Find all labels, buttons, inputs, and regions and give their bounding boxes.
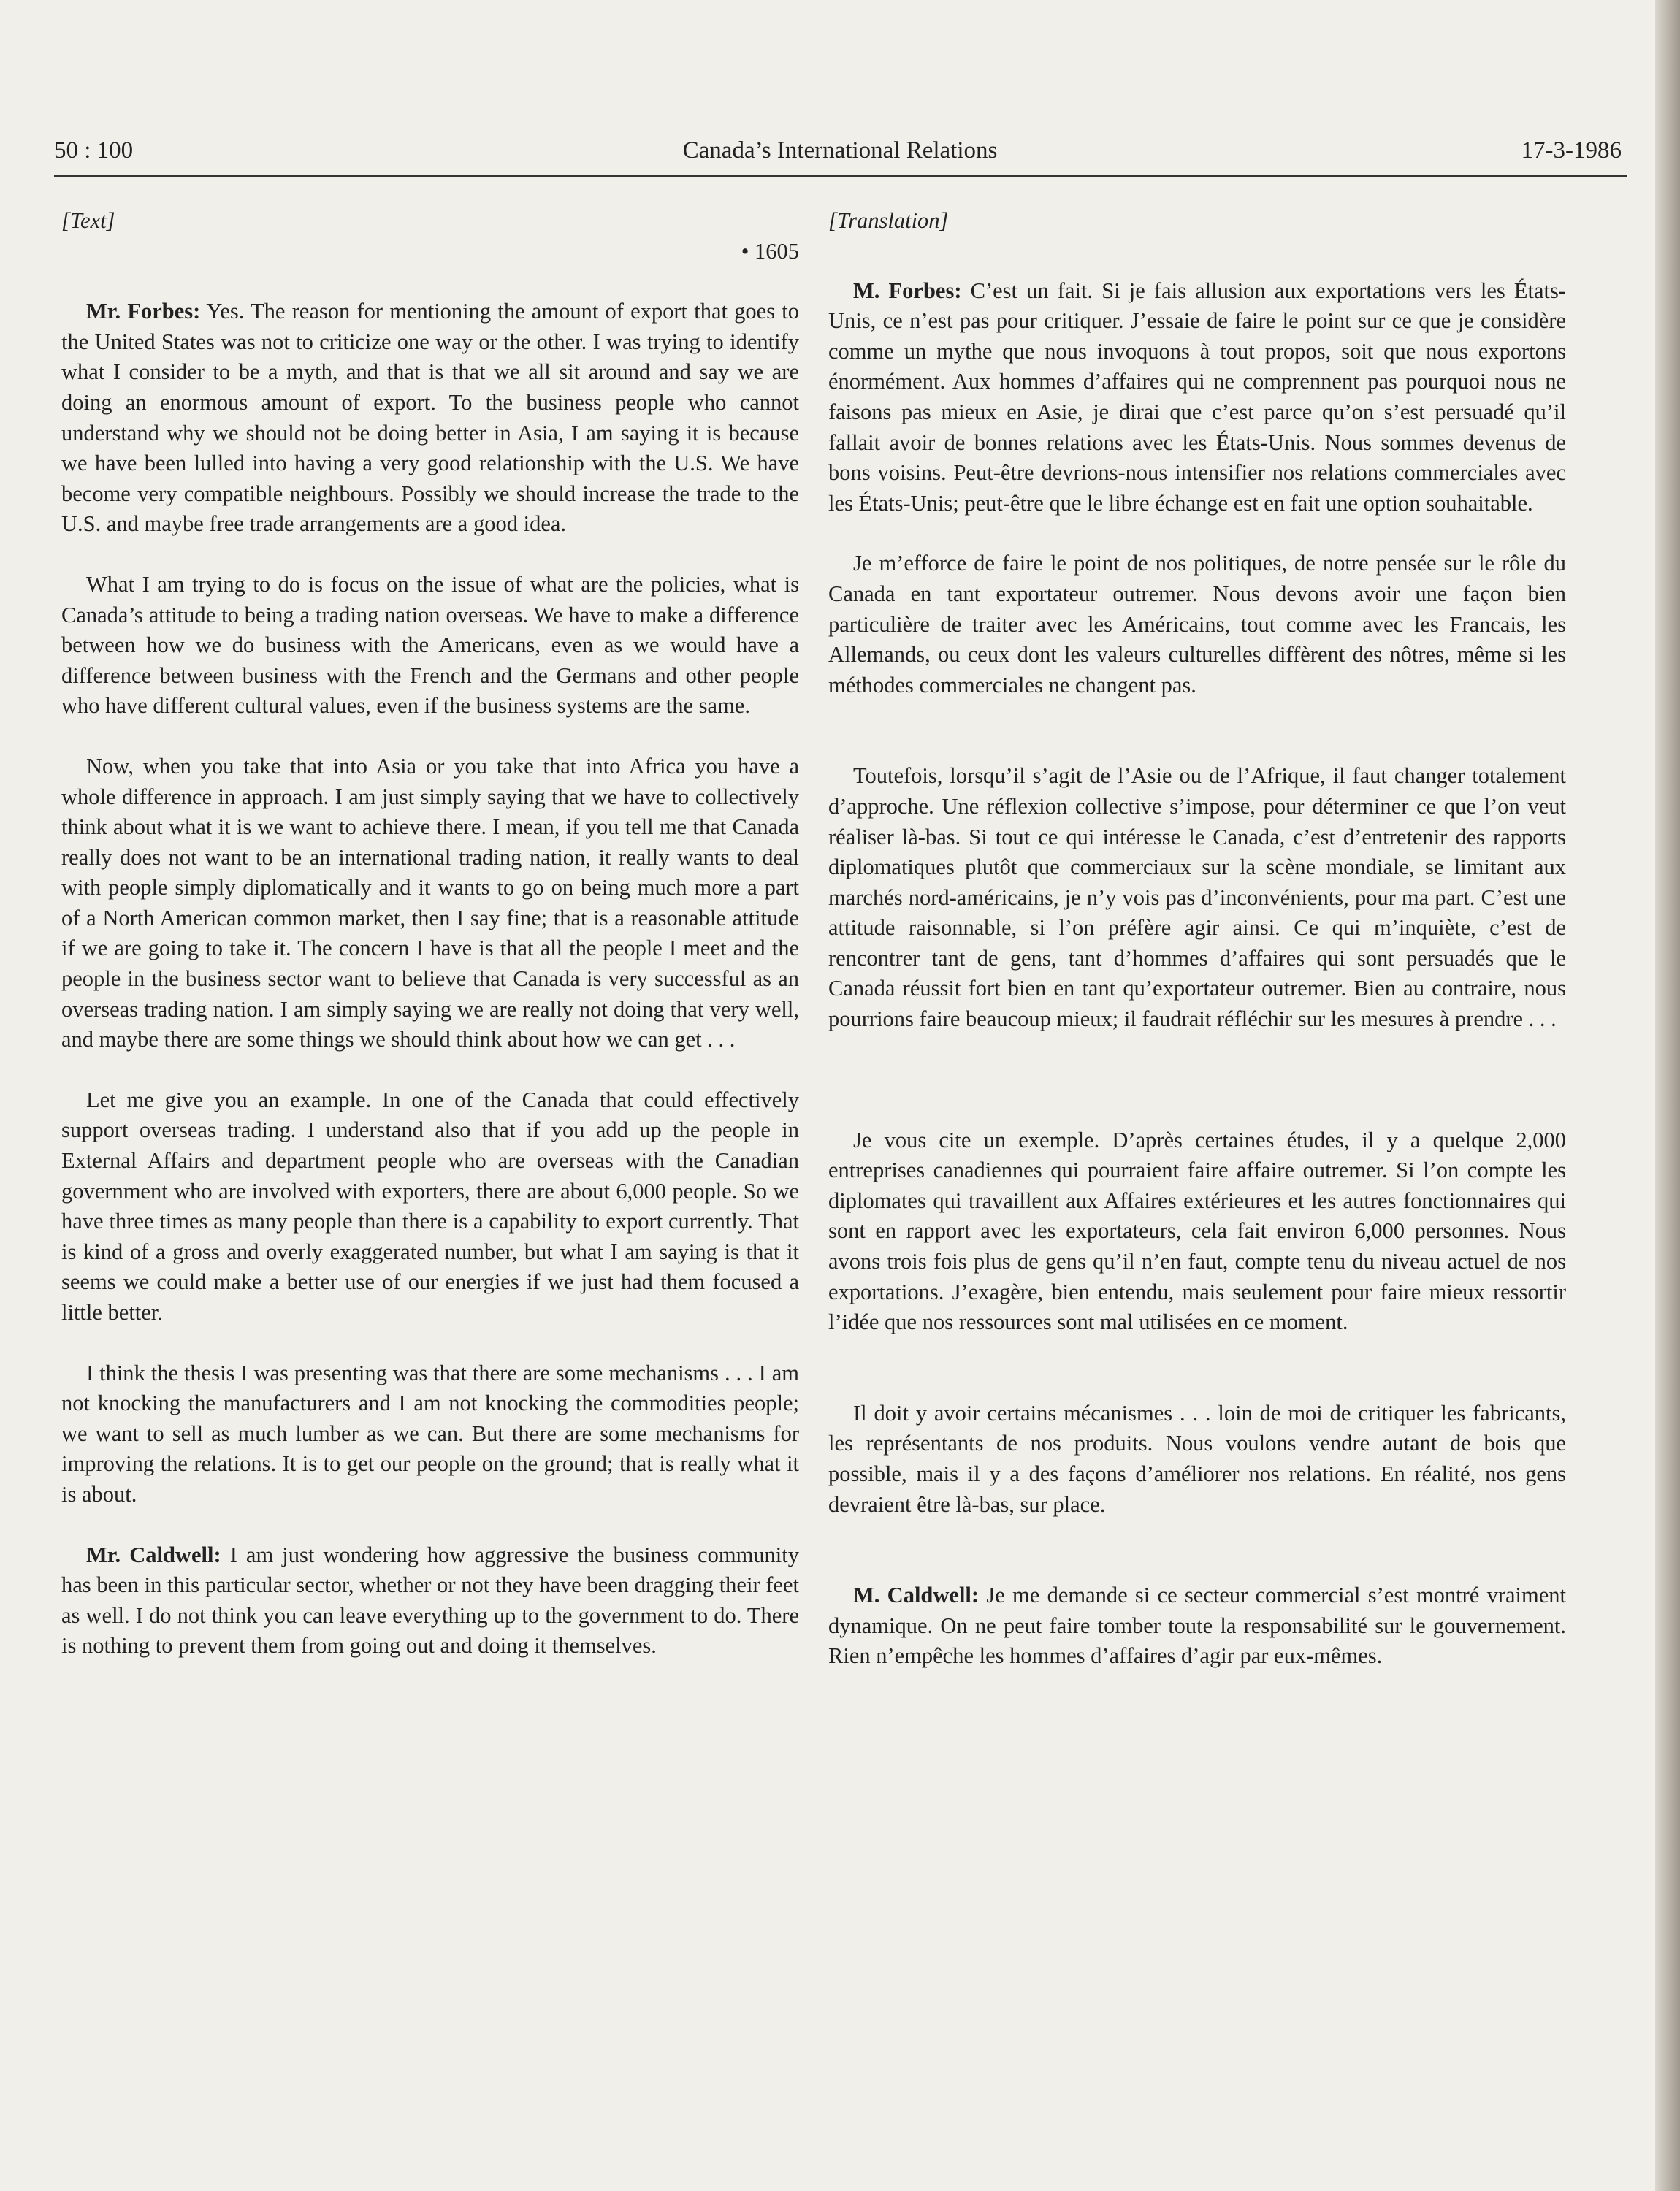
- paragraph: [61, 297, 799, 540]
- paragraph-text: I am just wondering how aggressive the business community has been in this particular sector, whether or not they have been dragging their feet as well. I do not think you can leave everything up to the government to do. There is nothing to prevent them from going out and doing it themselves.: [61, 1542, 800, 1659]
- paragraph: Il doit y avoir certains mécanismes . . . loin de moi de critiquer les fabricants, les représentants de nos produits. Nous voulons vendre autant de bois que possible, mais il y a des façons d’améliorer nos relations. En réalité, nos gens devraient être là-bas, sur place.: [828, 1400, 1566, 1517]
- paragraph: Let me give you an example. In one of the Canada that could effectively support overseas trading. I understand also that if you add up the people in External Affairs and department people who are overseas with the Canadian government who are involved with exporters, there are about 6,000 people. So we have three times as many people than there is a capability to export currently. That is kind of a gross and overly exaggerated number, but what I am saying is that it seems we could make a better use of our energies if we just had them focused a little better.: [61, 1087, 799, 1325]
- header-rule: [54, 175, 1627, 177]
- page-date: 17-3-1986: [1521, 137, 1622, 164]
- text-tag: [Text]: [61, 208, 115, 233]
- paragraph: What I am trying to do is focus on the issue of what are the policies, what is Canada’s attitude to being a trading nation overseas. We have to make a difference between how we do business with the Americans, even as we would have a difference between business with the French and the Germans and other people who have different cultural values, even if the business systems are the same.: [61, 571, 799, 719]
- paragraph: Now, when you take that into Asia or you take that into Africa you have a whole difference in approach. I am just simply saying that we have to collectively think about what it is we want to achieve there. I mean, if you tell me that Canada really does not want to be an international trading nation, it really wants to deal with people simply diplomatically and it wants to go on being much more a part of a North American common market, then I say fine; that is a reasonable attitude if we are going to take it. The concern I have is that all the people I meet and the people in the business sector want to believe that Canada is very successful as an overseas trading nation. I am simply saying we are really not doing that very well, and maybe there are some things we should think about how we can get . . .: [61, 753, 799, 1052]
- speaker-label: Mr. Caldwell:: [86, 1542, 221, 1567]
- translation-tag: [Translation]: [828, 208, 949, 233]
- paragraph: Toutefois, lorsqu’il s’agit de l’Asie ou de l’Afrique, il faut changer totalement d’approche. Une réflexion collective s’impose, pour déterminer ce que l’on veut réaliser là-bas. Si tout ce qui intéresse le Canada, c’est d’entretenir des rapports diplomatiques plutôt que commerciaux sur la scène mondiale, se limitant aux marchés nord-américains, je n’y vois pas d’inconvénients, pour ma part. C’est une attitude raisonnable, si l’on préfère agir ainsi. Ce qui m’inquiète, c’est de rencontrer tant de gens, tant d’hommes d’affaires qui sont persuadés que le Canada réussit fort bien en tant qu’exportateur outremer. Bien au contraire, nous pourrions faire beaucoup mieux; il faudrait réfléchir sur les mesures à prendre . . .: [828, 763, 1566, 1032]
- speaker-label: M. Forbes:: [853, 278, 962, 303]
- paragraph: [61, 1540, 799, 1662]
- paragraph-text: C’est un fait. Si je fais allusion aux exportations vers les États-Unis, ce n’est pas pour critiquer. J’essaie de faire le point sur ce que je considère comme un mythe que nous invoquons à tout propos, soit que nous exportons énormément. Aux hommes d’affaires qui ne comprennent pas pourquoi nous ne faisons pas mieux en Asie, je dirai que c’est parce qu’on s’est persuadé qu’il fallait avoir de bonnes relations avec les États-Unis. Nous sommes devenus de bons voisins. Peut-être devrions-nous intensifier nos relations commerciales avec les États-Unis; peut-être que le libre échange est en fait une option souhaitable.: [828, 278, 1567, 516]
- paragraph-text: Je me demande si ce secteur commercial s’est montré vraiment dynamique. On ne peut faire tomber toute la responsabilité sur le gouvernement. Rien n’empêche les hommes d’affaires d’agir par eux-mêmes.: [828, 1583, 1567, 1669]
- paragraph: [828, 276, 1566, 519]
- page-edge: [1655, 0, 1680, 2191]
- page-number: 50 : 100: [54, 137, 134, 164]
- paragraph: I think the thesis I was presenting was that there are some mechanisms . . . I am not knocking the manufacturers and I am not knocking the commodities people; we want to sell as much lumber as we can. But there are some mechanisms for improving the relations. It is to get our people on the ground; that is really what it is about.: [61, 1360, 799, 1507]
- paragraph: Je vous cite un exemple. D’après certaines études, il y a quelque 2,000 entreprises canadiennes qui pourraient faire affaire outremer. Si l’on compte les diplomates qui travaillent aux Affaires extérieures et les autres fonctionnaires qui sont en rapport avec les exportateurs, cela fait environ 6,000 personnes. Nous avons trois fois plus de gens qu’il n’en faut, compte tenu du niveau actuel de nos exportations. J’exagère, bien entendu, mais seulement pour faire mieux ressortir l’idée que nos ressources sont mal utilisées en ce moment.: [828, 1127, 1566, 1335]
- timestamp: • 1605: [741, 238, 799, 264]
- speaker-label: M. Caldwell:: [853, 1583, 980, 1608]
- paragraph-text: Yes. The reason for mentioning the amount of export that goes to the United States was not to criticize one way or the other. I was trying to identify what I consider to be a myth, and that is that we all sit around and say we are doing an enormous amount of export. To the business people who cannot understand why we should not be doing better in Asia, I am saying it is because we have been lulled into having a very good relationship with the U.S. We have become very compatible neighbours. Possibly we should increase the trade to the U.S. and maybe free trade arrangements are a good idea.: [61, 299, 799, 537]
- english-column: [61, 206, 799, 1662]
- paragraph: Je m’efforce de faire le point de nos politiques, de notre pensée sur le rôle du Canada en tant exportateur outremer. Nous devons avoir une façon bien particulière de traiter avec les Américains, tout comme avec les Francais, les Allemands, ou ceux dont les valeurs culturelles diffèrent des nôtres, même si les méthodes commerciales ne changent pas.: [828, 551, 1566, 697]
- speaker-label: Mr. Forbes:: [86, 299, 201, 324]
- running-title: Canada’s International Relations: [682, 137, 998, 164]
- paragraph: [828, 1580, 1566, 1672]
- french-column: [828, 206, 1566, 1672]
